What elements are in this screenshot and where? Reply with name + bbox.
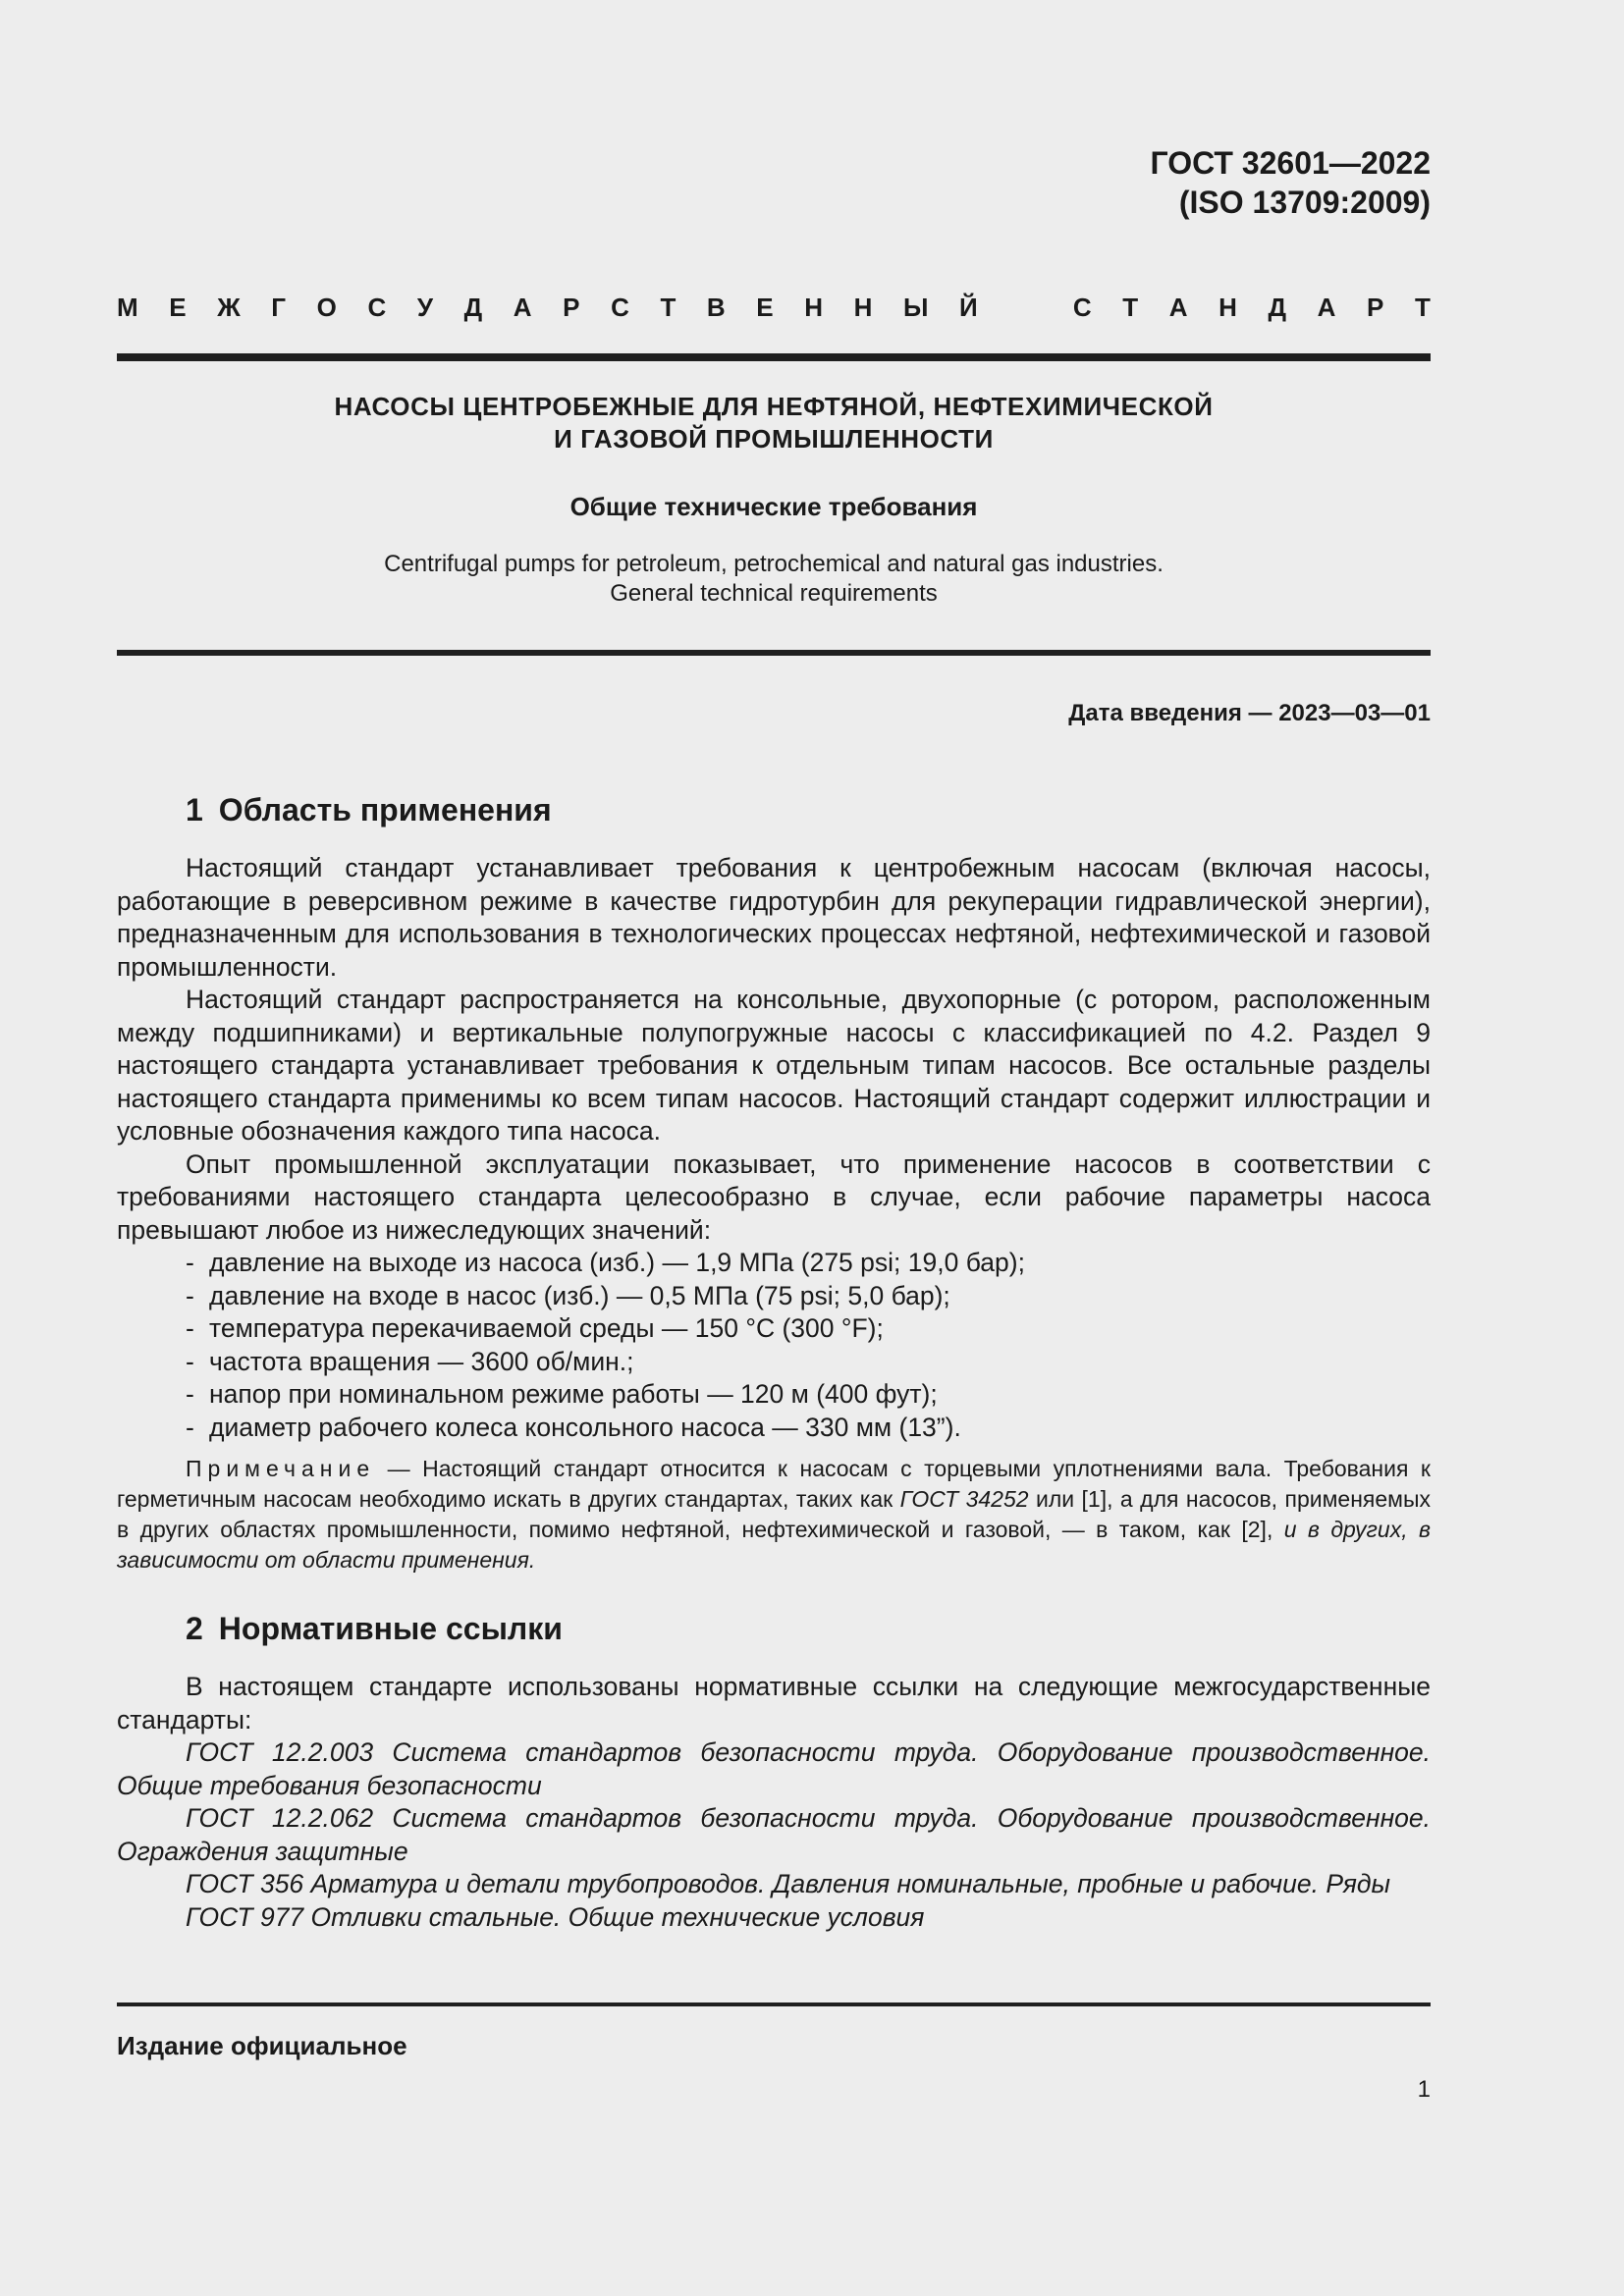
interstate-standard-banner: [117, 291, 1431, 324]
paragraph: В настоящем стандарте использованы нормативные ссылки на следующие межгосударственные стандарты:: [117, 1672, 1431, 1735]
list-marker: -: [186, 1313, 194, 1343]
section-title: Нормативные ссылки: [218, 1611, 563, 1646]
top-divider: [117, 353, 1431, 361]
gost-identifier: [1150, 143, 1431, 222]
banner-letter: Н: [1218, 293, 1237, 322]
english-title-line-1: Centrifugal pumps for petroleum, petrochemical and natural gas industries.: [384, 551, 1164, 577]
gost-number: ГОСТ 32601—2022: [1150, 145, 1431, 181]
english-title: [117, 550, 1431, 609]
banner-letter: С: [1072, 293, 1092, 322]
paragraph: Настоящий стандарт распространяется на консольные, двухопорные (с ротором, расположенным между подшипниками) и вертикальные полупогружные насосы с классификацией по 4.2. Раздел 9 настоящего стандарта устанавливает требования к отдельным типам насосов. Все остальные разделы настоящего стандарта применимы ко всем типам насосов. Настоящий стандарт содержит иллюстрации и условные обозначения каждого типа насоса.: [117, 985, 1431, 1146]
banner-letter: Е: [169, 293, 187, 322]
banner-word-gap: [1008, 291, 1042, 324]
banner-letter: Й: [959, 293, 978, 322]
section-title: Область применения: [218, 792, 552, 828]
list-marker: -: [186, 1346, 194, 1376]
banner-letter: В: [706, 293, 726, 322]
list-item: - частота вращения — 3600 об/мин.;: [117, 1346, 1431, 1379]
note-reference: ГОСТ 34252: [899, 1486, 1029, 1512]
banner-letter: Ы: [902, 293, 929, 322]
introduction-date: Дата введения — 2023—03—01: [1068, 700, 1431, 726]
list-item: - давление на входе в насос (изб.) — 0,5 МПа (75 psi; 5,0 бар);: [117, 1280, 1431, 1313]
banner-letter: Т: [660, 293, 677, 322]
english-title-line-2: General technical requirements: [610, 580, 938, 607]
list-marker: -: [186, 1248, 194, 1277]
note-text: — Настоящий стандарт относится к насосам с торцевыми уплотнениями вала. Требования к герметичным насосам необходимо искать в других стандартах, таких как: [117, 1456, 1431, 1512]
normative-reference: ГОСТ 12.2.003 Система стандартов безопасности труда. Оборудование производственное. Общие требования безопасности: [117, 1737, 1431, 1800]
official-edition-label: Издание официальное: [117, 2031, 407, 2060]
section-1-body: [117, 852, 1431, 1444]
banner-letter: М: [117, 293, 138, 322]
banner-letter: Д: [463, 293, 483, 322]
normative-reference: ГОСТ 12.2.062 Система стандартов безопасности труда. Оборудование производственное. Ограждения защитные: [117, 1803, 1431, 1866]
normative-reference: ГОСТ 356 Арматура и детали трубопроводов. Давления номинальные, пробные и рабочие. Ряды: [186, 1869, 1391, 1898]
banner-letter: У: [416, 293, 434, 322]
footer-divider: [117, 2002, 1431, 2006]
banner-letter: Р: [563, 293, 580, 322]
section-1-heading: [186, 790, 552, 829]
document-subtitle: Общие технические требования: [569, 492, 978, 521]
banner-letter: Д: [1268, 293, 1287, 322]
list-item: - температура перекачиваемой среды — 150 °С (300 °F);: [117, 1312, 1431, 1346]
note-text-italic: и в других, в зависимости от области применения.: [117, 1517, 1431, 1573]
note-label: Примечание: [186, 1456, 376, 1481]
list-item: - давление на выходе из насоса (изб.) — 1,9 МПа (275 psi; 19,0 бар);: [117, 1247, 1431, 1280]
list-item: - напор при номинальном режиме работы — 120 м (400 фут);: [117, 1378, 1431, 1412]
title-line-2: И ГАЗОВОЙ ПРОМЫШЛЕННОСТИ: [554, 424, 994, 454]
banner-letter: О: [316, 293, 337, 322]
banner-letter: А: [1317, 293, 1336, 322]
note-text: или [1], а для насосов, применяемых в других областях промышленности, помимо нефтяной, нефтехимической и газовой, — в таком, как [2],: [117, 1486, 1431, 1542]
banner-letter: С: [367, 293, 387, 322]
page-number: 1: [1417, 2076, 1431, 2103]
list-marker: -: [186, 1412, 194, 1442]
banner-letter: А: [1168, 293, 1188, 322]
banner-letter: А: [513, 293, 532, 322]
banner-letter: Ж: [217, 293, 241, 322]
list-marker: -: [186, 1280, 194, 1310]
parameter-list: [117, 1247, 1431, 1444]
section-number: 1: [186, 792, 203, 828]
document-title: [117, 391, 1431, 455]
banner-letter: Т: [1122, 293, 1139, 322]
section-number: 2: [186, 1611, 203, 1646]
paragraph: Настоящий стандарт устанавливает требования к центробежным насосам (включая насосы, работающие в реверсивном режиме в качестве гидротурбин для рекуперации гидравлической энергии), предназначенным для использования в технологических процессах нефтяной, нефтехимической и газовой промышленности.: [117, 853, 1431, 982]
banner-letter: Т: [1414, 293, 1431, 322]
banner-letter: Г: [271, 293, 287, 322]
banner-letter: С: [611, 293, 629, 322]
banner-letter: Р: [1367, 293, 1384, 322]
title-line-1: НАСОСЫ ЦЕНТРОБЕЖНЫЕ ДЛЯ НЕФТЯНОЙ, НЕФТЕХИМИЧЕСКОЙ: [334, 392, 1214, 421]
section-2-heading: [186, 1609, 563, 1648]
title-divider: [117, 650, 1431, 656]
iso-number: (ISO 13709:2009): [1178, 185, 1431, 220]
banner-letter: Н: [853, 293, 873, 322]
normative-reference: ГОСТ 977 Отливки стальные. Общие технические условия: [186, 1901, 925, 1932]
section-2-body: [117, 1671, 1431, 1934]
list-marker: -: [186, 1379, 194, 1409]
paragraph: Опыт промышленной эксплуатации показывает, что применение насосов в соответствии с требованиями настоящего стандарта целесообразно в случае, если рабочие параметры насоса превышают любое из нижеследующих значений:: [117, 1148, 1431, 1245]
note: [117, 1454, 1431, 1575]
banner-letter: Н: [804, 293, 824, 322]
list-item: - диаметр рабочего колеса консольного насоса — 330 мм (13”).: [117, 1412, 1431, 1445]
banner-letter: Е: [756, 293, 774, 322]
